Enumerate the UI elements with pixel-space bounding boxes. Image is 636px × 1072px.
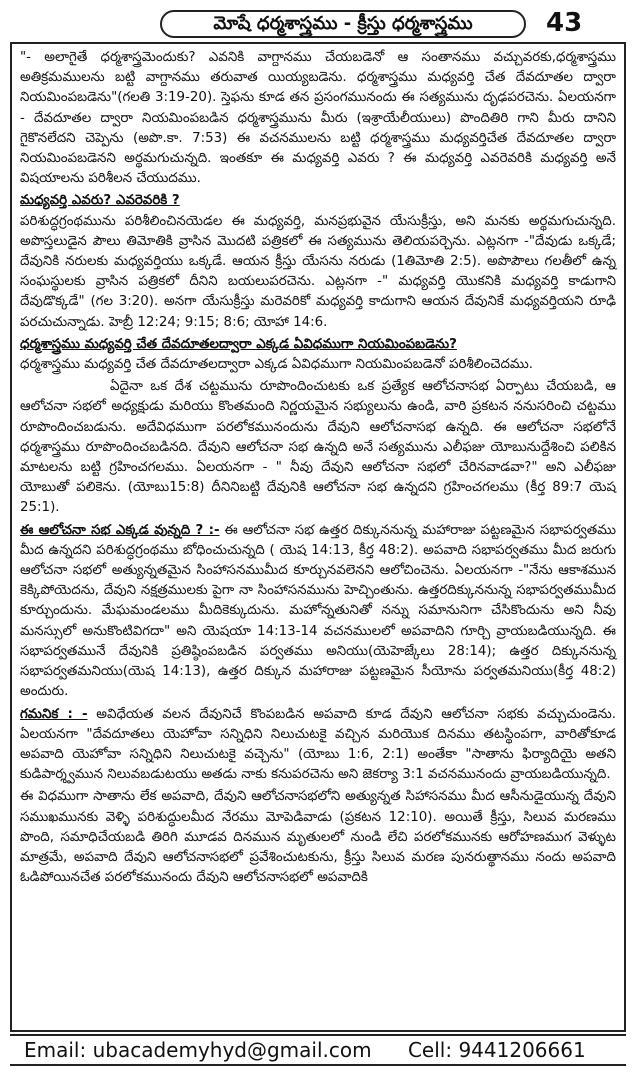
section-heading-council-location: ఈ ఆలోచనా సభ ఎక్కడ వున్నది ? :- [20,522,220,538]
paragraph-4: ఏదైనా ఒక దేశ చట్టమును రూపొందించుటకు ఒక ప్రత్యేక ఆలోచనాసభ ఏర్పాటు చేయబడి, ఆ ఆలోచనా సభలో అధ్యక్షుడు మరియు కొంతమంది నిర్ణయమైన సభ్యులును ఉండి, వారి ప్రకటన ననుసరించి చట్టము రూపొందించబడును. అదేవిధముగా పరలోకమునందును దేవుని ఆలోచనాసభ ఉన్నది. ఈ ఆలోచనా సభలోనే ధర్మశాస్త్రము రూపొందించబడినది. దేవుని ఆలోచనా సభ ఉన్నది అనే సత్యమును ఎలీఫజు యోబునుద్దేశించి పలికిన మాటలను బట్టి గ్రహించగలము. ఏలయనగా - " నీవు దేవుని ఆలోచనా సభలో చేరినవాడవా?" అని ఎలీఫజు యోబుతో పలికెను. (యోబు15:8) దీనినిబట్టి దేవునికి ఆలోచనా సభ ఉన్నదని గ్రహించగలము (కీర్త 89:7 యెష 25:1). [20,379,616,516]
book-title: మోషే ధర్మశాస్త్రము - క్రీస్తు ధర్మశాస్త్రము [160,10,526,38]
paragraph-6 [20,705,616,786]
paragraph-2: పరిశుద్ధగ్రంథమును పరిశీలించినయెడల ఈ మధ్యవర్తి, మనప్రభువైన యేసుక్రీస్తు, అని మనకు అర్థమగుచున్నది. అపొస్తలుడైన పౌలు తిమోతికి వ్రాసిన మొదటి పత్రికలో ఈ సత్యమును తెలియపర్చెను. ఎట్లనగా -"దేవుడు ఒక్కడే; దేవునికి నరులకు మధ్యవర్తియు ఒక్కడే. ఆయన క్రీస్తు యేసను నరుడు (1తిమోతి 2:5). అపొపౌలు గలతీలో ఉన్న సంఘస్థులకు వ్రాసిన పత్రికలో దీనిని బయలుపరచెను. ఎట్లనగా -" మధ్యవర్తి యొకనికి మధ్యవర్తి కాడుగాని దేవుడొక్కడే" (గల 3:20). అనగా యేసుక్రీస్తు మరెవరికో మధ్యవర్తి కాదుగాని ఆయన దేవునికే మధ్యవర్తియని రూఢి పరచుచున్నాడు. హెబ్రీ 12:24; 9:15; 8:6; యోహా 14:6. [20,213,616,330]
paragraph-3: ధర్మశాస్త్రము మధ్యవర్తి చేత దేవదూతలద్వారా ఎక్కడ ఏవిధముగా నియమింపబడెనో పరిశీలించెదము. [20,357,533,373]
paragraph-7: ఈ విధముగా సాతాను లేక అపవాది, దేవుని ఆలోచనాసభలోని అత్యున్నత సిహాసనము మీద ఆసీనుడైయున్న దేవుని సముఖమునకు వెళ్ళి పరిశుద్ధులమీద నేరము మోపెడివాడు (ప్రకటన 12:10). అయితే క్రీస్తు, సిలువ మరణము పొంది, సమాధిచేయబడి తిరిగి మూడవ దినమున మృతులలో నుండి లేచి పరలోకమునకు ఆరోహణముగ వెళ్ళుట మాత్రమే, అపవాది దేవుని ఆలోచనాసభలో ప్రవేశించుటకును, క్రీస్తు సిలువ మరణ పునరుత్థానము నందు అపవాది ఓడిపోయినచేత పరలోకమునందు దేవుని ఆలోచనాసభలో అపవాదికి [20,789,617,886]
footer-email: Email: ubacademyhyd@gmail.com [24,1038,372,1062]
footer-cell: Cell: 9441206661 [407,1038,586,1062]
page-footer [10,1034,626,1066]
section-heading-law-given: ధర్మశాస్త్రము మధ్యవర్తి చేత దేవదూతలద్వారా ఎక్కడ ఏవిధముగా నియమింపబడెను? [20,336,457,352]
page-header [6,6,630,40]
page-number: 43 [546,8,583,38]
paragraph-6-text: అవిధేయత వలన దేవునిచే కొంపబడిన అపవాది కూడ దేవుని ఆలోచనా సభకు వచ్చుచుండెను. ఏలయనగా "దేవదూతలు యెహోవా సన్నిధిని నిలుచుటకై వచ్చిన మరియొక దినము తటస్థింపగా, వారితోకూడ అపవాది యెహోవా సన్నిధిని నిలుచుటకై వచ్చెను" (యోబు 1:6, 2:1) అంతేకా "సాతాను ఫిర్యాదియై అతని కుడిపార్శ్వమున నిలువబడుటయు అతడు నాకు కనుపరచెను అని జెకర్యా 3:1 వచనమునందు వ్రాయబడియున్నది. [20,706,616,783]
section-heading-mediator: మధ్యవర్తి ఎవరు? ఎవరెవరికి ? [20,193,180,209]
paragraph-5 [20,521,616,703]
paragraph-5-text: ఈ ఆలోచనా సభ ఉత్తర దిక్కుననున్న మహారాజు పట్టణమైన సభాపర్వతము మీద ఉన్నదని పరిశుద్ధగ్రంథము బోధించుచున్నది ( యెష 14:13, కీర్త 48:2). అపవాది సభాపర్వతము మీద జరుగు ఆలోచనా సభలో అత్యున్నతమైన సింహాసనముమీద కూర్చునవలెనని ఆలోచించెను. ఏలయనగా -"నేను ఆకాశమున కెక్కిపోయెదను, దేవుని నక్షత్రములకు పైగా నా సింహాసనమును హెచ్చింతును. ఉత్తరదిక్కుననున్న సభాపర్వతముమీద కూర్చుందును. మేఘమండలము మీదికెక్కుదును. మహోన్నతునితో నన్ను సమానునిగా చేసికొందును అని నీవు మనస్సులో అనుకొంటివిగదా" అని యెషయా 14:13-14 వచనములలో అపవాదిని గూర్చి వ్రాయబడియున్నది. ఈ సభాపర్వతమునే దేవునికి ప్రతిష్ఠింపబడిన పర్వతము అనియు(యెహెజ్కేలు 28:14); ఉత్తర దిక్కుననున్న సభాపర్వతమనియు(యెష 14:13), ఉత్తర దిక్కున మహారాజు పట్టణమైన సీయోను పర్వతమనియు(కీర్త 48:2) అందురు. [20,522,616,700]
paragraph-1: "- అలాగైతే ధర్మశాస్త్రమెందుకు? ఎవనికి వాగ్దానము చేయబడెనో ఆ సంతానము వచ్చువరకు,ధర్మశాస్త్రము అతిక్రమములను బట్టి వాగ్దానము తరువాత యియ్యబడెను. ధర్మశాస్త్రము మధ్యవర్తి చేత దేవదూతల ద్వారా నియమింపబడెను"(గలతి 3:19-20). స్తెఫను కూడ తన ప్రసంగమునందు ఈ సత్యమును దృఢపరచెను. ఏలయనగా - దేవదూతల ద్వారా నియమింపబడిన ధర్మశాస్త్రమును మీరు (ఇశ్రాయేలీయులు) పొందితిరి గాని మీరు దానిని గైకొనలేదని చెప్పెను (అపొ.కా. 7:53) ఈ వచనములను బట్టి ధర్మశాస్త్రము మధ్యవర్తిచేత దేవదూతల ద్వారా నియమింపబడెనని అర్థమగుచున్నది. ఇంతకూ ఈ మధ్యవర్తి ఎవరు ? ఈ మధ్యవర్తి ఎవరెవరికి మధ్యవర్తి అనే విషయాలను పరిశీలన చేయుదము. [20,50,616,187]
note-heading: గమనిక : - [20,706,88,722]
content-frame [10,42,626,1032]
